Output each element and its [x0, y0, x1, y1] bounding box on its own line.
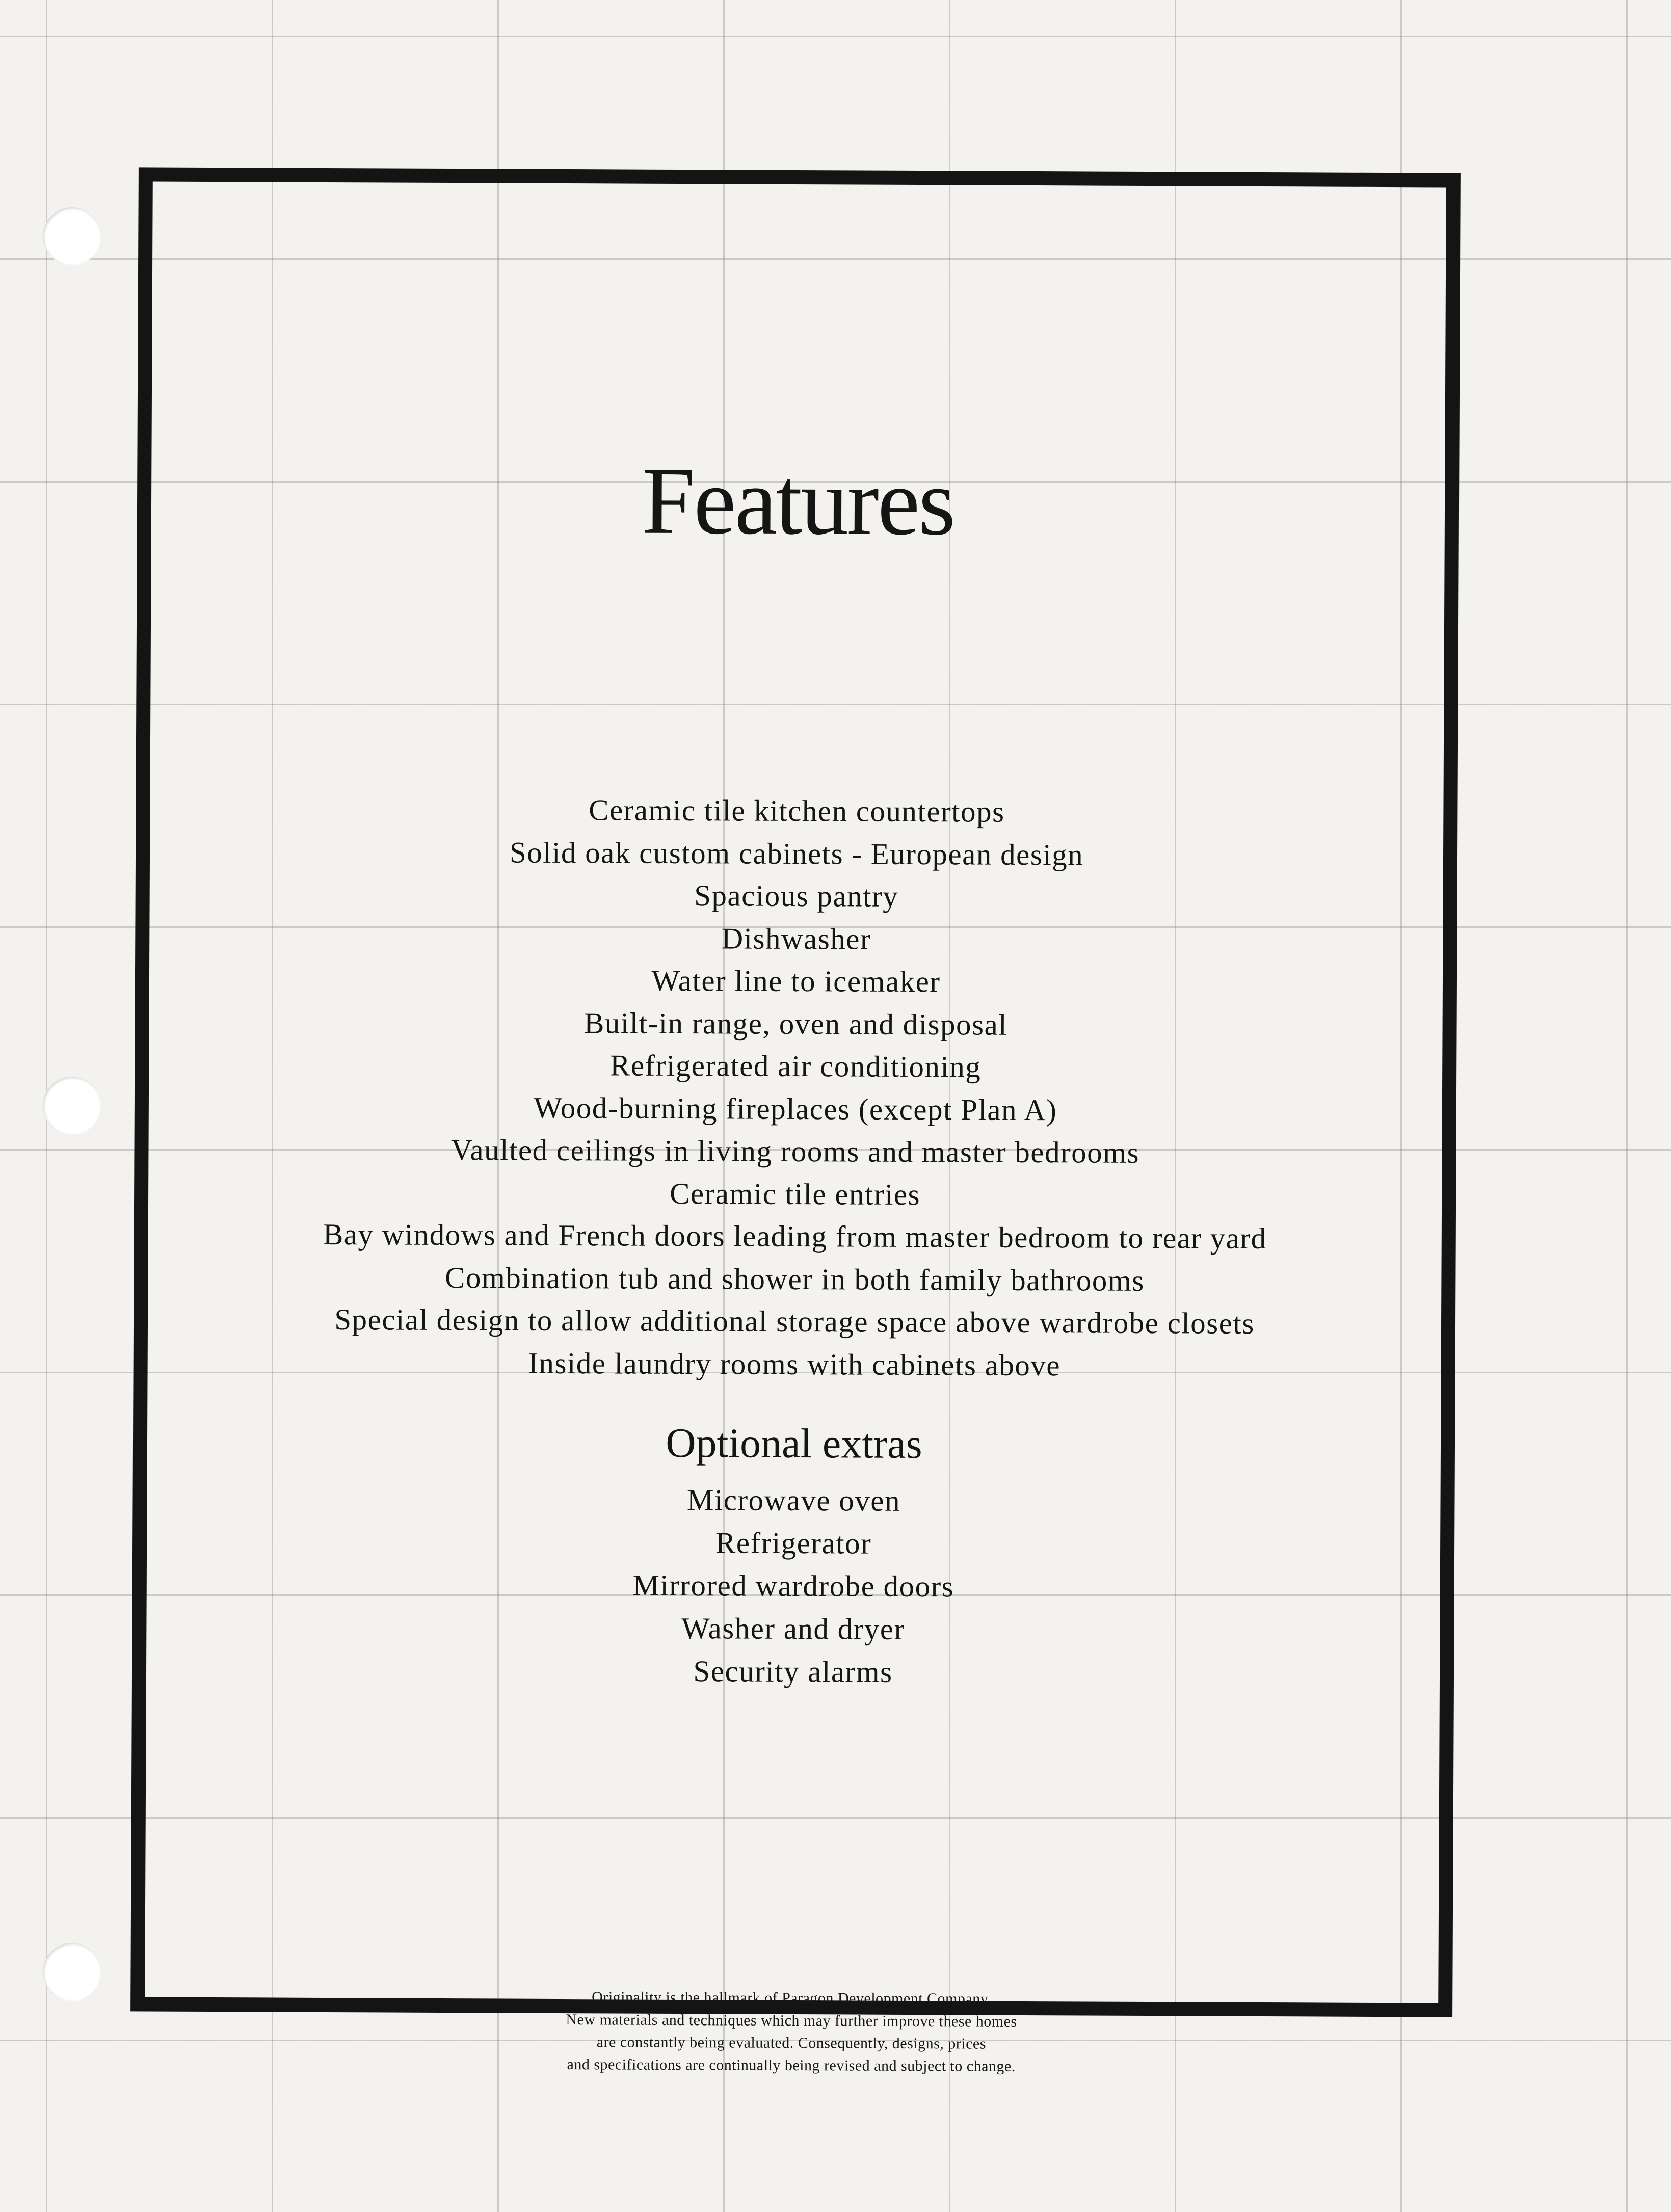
list-item: Spacious pantry — [694, 878, 899, 913]
list-item: Refrigerator — [715, 1526, 872, 1560]
list-item: Security alarms — [693, 1654, 893, 1689]
list-item: Built-in range, oven and disposal — [583, 1005, 1008, 1042]
disclaimer-line: and specifications are continually being revised and subject to change. — [567, 2056, 1016, 2075]
binder-hole-top — [43, 207, 101, 265]
disclaimer — [145, 1984, 1439, 2080]
list-item: Ceramic tile kitchen countertops — [589, 793, 1005, 829]
binder-hole-middle — [43, 1077, 101, 1135]
disclaimer-line: Originality is the hallmark of Paragon Development Company. — [592, 1989, 992, 2008]
list-item: Ceramic tile entries — [669, 1176, 921, 1211]
list-item: Water line to icemaker — [651, 963, 941, 999]
list-item: Mirrored wardrobe doors — [632, 1568, 954, 1604]
list-item: Vaulted ceilings in living rooms and master bedrooms — [450, 1133, 1140, 1169]
page-title: Features — [642, 447, 954, 555]
list-item: Inside laundry rooms with cabinets above — [528, 1346, 1061, 1382]
list-item: Bay windows and French doors leading from master bedroom to rear yard — [323, 1217, 1267, 1256]
disclaimer-line: New materials and techniques which may further improve these homes — [566, 2011, 1017, 2030]
binder-hole-bottom — [43, 1943, 101, 2001]
list-item: Combination tub and shower in both family bathrooms — [444, 1260, 1145, 1297]
list-item: Solid oak custom cabinets - European design — [509, 835, 1084, 871]
optional-extras-list — [146, 1476, 1441, 1695]
list-item: Refrigerated air conditioning — [609, 1048, 982, 1084]
list-item: Special design to allow additional storage space above wardrobe closets — [334, 1302, 1255, 1340]
features-list — [148, 787, 1444, 1388]
list-item: Microwave oven — [686, 1483, 901, 1517]
list-item: Washer and dryer — [681, 1611, 905, 1646]
optional-extras-heading: Optional extras — [666, 1419, 922, 1468]
disclaimer-line: are constantly being evaluated. Consequently, designs, prices — [596, 2034, 987, 2053]
list-item: Wood-burning fireplaces (except Plan A) — [534, 1090, 1057, 1127]
list-item: Dishwasher — [721, 921, 871, 956]
page-frame — [130, 167, 1461, 2075]
